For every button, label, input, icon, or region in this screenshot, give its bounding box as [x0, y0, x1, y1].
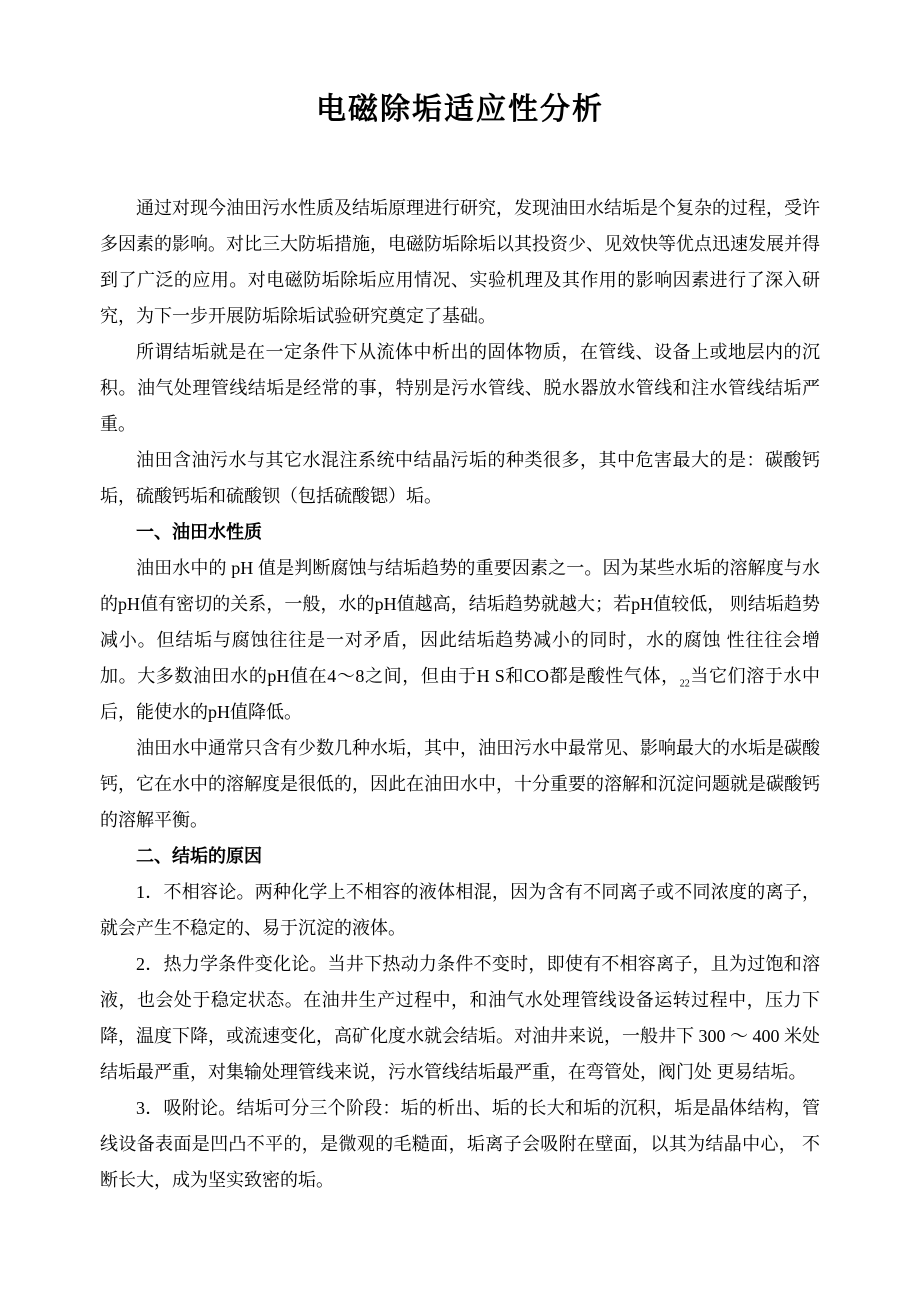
document-title: 电磁除垢适应性分析 [316, 93, 604, 126]
intro-paragraph-2: 所谓结垢就是在一定条件下从流体中析出的固体物质，在管线、设备上或地层内的沉积。油气处理管线结垢是经常的事，特别是污水管线、脱水器放水管线和注水管线结垢严重。 [100, 342, 820, 434]
section1-paragraph-1-text-b: 当它们溶于水中后，能使水的pH值降低。 [100, 666, 820, 722]
subscript-22: 22 [679, 678, 690, 690]
section2-item-3-adsorption-theory: 3．吸附论。结垢可分三个阶段：垢的析出、垢的长大和垢的沉积，垢是晶体结构，管线设备表面是凹凸不平的，是微观的毛糙面，垢离子会吸附在壁面，以其为结晶中心， 不断长大，成为坚实致密的垢。 [100, 1098, 820, 1190]
section-heading-oilfield-water-properties: 一、油田水性质 [136, 522, 262, 542]
section2-item-1-incompatibility-theory: 1．不相容论。两种化学上不相容的液体相混，因为含有不同离子或不同浓度的离子，就会产生不稳定的、易于沉淀的液体。 [100, 882, 820, 938]
section1-paragraph-1-text-a: 油田水中的 pH 值是判断腐蚀与结垢趋势的重要因素之一。因为某些水垢的溶解度与水的pH值有密切的关系，一般，水的pH值越高，结垢趋势就越大；若pH值较低， 则结垢趋势减小。但结垢与腐蚀往往是一对矛盾，因此结垢趋势减小的同时，水的腐蚀 性往往会增加。大多数油田水的pH值在4～8之间，但由于H S和CO都是酸性气体， [100, 558, 820, 686]
section1-paragraph-2: 油田水中通常只含有少数几种水垢，其中，油田污水中最常见、影响最大的水垢是碳酸钙，它在水中的溶解度是很低的，因此在油田水中，十分重要的溶解和沉淀问题就是碳酸钙的溶解平衡。 [100, 738, 820, 830]
section2-item-2-thermodynamic-theory: 2．热力学条件变化论。当井下热动力条件不变时，即使有不相容离子，且为过饱和溶液，也会处于稳定状态。在油井生产过程中，和油气水处理管线设备运转过程中，压力下降，温度下降，或流速变化，高矿化度水就会结垢。对油井来说，一般井下 300 〜 400 米处结垢最严重，对集输处理管线来说，污水管线结垢最严重，在弯管处，阀门处 更易结垢。 [100, 954, 820, 1082]
intro-paragraph-1: 通过对现今油田污水性质及结垢原理进行研究，发现油田水结垢是个复杂的过程，受许多因素的影响。对比三大防垢措施，电磁防垢除垢以其投资少、见效快等优点迅速发展并得到了广泛的应用。对电磁防垢除垢应用情况、实验机理及其作用的影响因素进行了深入研究，为下一步开展防垢除垢试验研究奠定了基础。 [100, 198, 820, 326]
section-heading-scale-causes: 二、结垢的原因 [136, 846, 262, 866]
intro-paragraph-3: 油田含油污水与其它水混注系统中结晶污垢的种类很多，其中危害最大的是：碳酸钙垢，硫酸钙垢和硫酸钡（包括硫酸锶）垢。 [100, 450, 820, 506]
section1-paragraph-1 [100, 550, 820, 730]
